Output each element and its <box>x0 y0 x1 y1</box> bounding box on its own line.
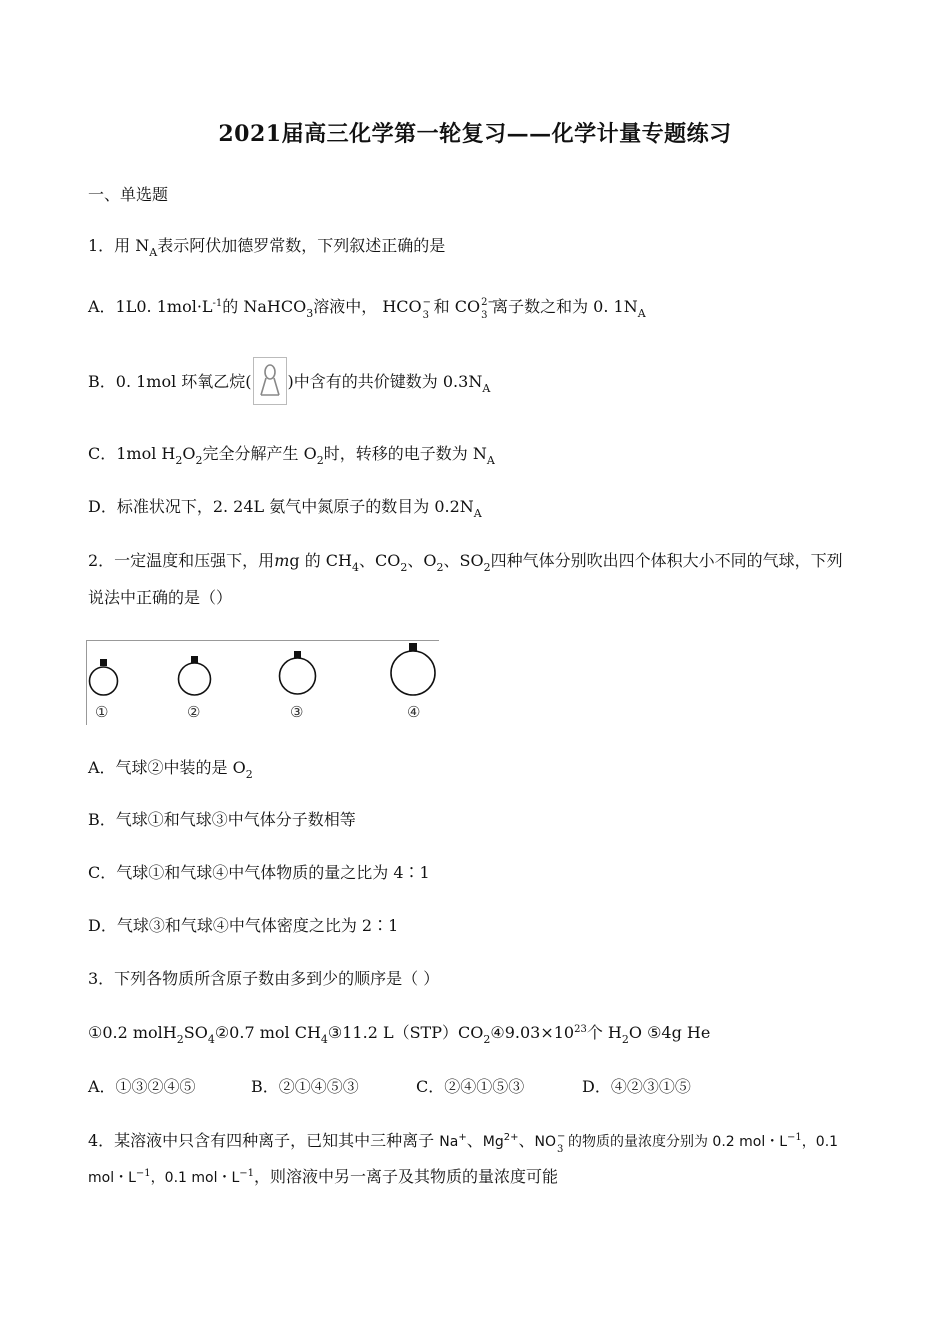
balloon-figure <box>86 640 439 725</box>
question-4-stem-line1: 4．某溶液中只含有四种离子，已知其中三种离子 Na+、$Mg^{2+}$、NO − 3 的物质的量浓度分别为 0.2 mol・$L^{-1}$，0.1 <box>88 1131 839 1155</box>
balloon-label-2: ② <box>187 703 201 721</box>
q2-option-c: C．气球①和气球④中气体物质的量之比为 4∶1 <box>88 863 430 882</box>
q3-items: ①0.2 $molH_2SO_4②0.7$ mol $CH_4③11.2$ $L(STP)CO_2④9.03\times 10^{23}$个 $H_2O$ ⑤4g He <box>88 1023 711 1046</box>
question-2-stem-line2: 说法中正确的是（） <box>88 588 233 607</box>
balloon-label-4: ④ <box>407 703 421 721</box>
page-title: 2021届高三化学第一轮复习——化学计量专题练习 <box>218 121 732 147</box>
q2-option-d: D．气球③和气球④中气体密度之比为 2∶1 <box>88 916 399 935</box>
q3-options <box>88 1076 691 1098</box>
q2-option-a: A．气球②中装的是 $O_2$ <box>88 758 253 781</box>
q3-option-b: B．②①④⑤③ <box>251 1077 359 1096</box>
question-1-stem: 1．用 $N_A$表示阿伏加德罗常数，下列叙述正确的是 <box>88 236 446 259</box>
balloon-label-1: ① <box>95 703 109 721</box>
q3-option-c: C．②④①⑤③ <box>416 1077 525 1096</box>
balloon-label-3: ③ <box>290 703 304 721</box>
q3-option-d: D．④②③①⑤ <box>582 1077 691 1096</box>
ethylene-oxide-structure-image <box>253 357 287 405</box>
q1-option-c: C．1mol $H_2O_2$完全分解产生 $O_2$时，转移的电子数为 $N_A$ <box>88 444 495 467</box>
q2-option-b: B．气球①和气球③中气体分子数相等 <box>88 810 356 829</box>
q1-option-b: B．0. 1mol 环氧乙烷( )中含有的共价键数为 $0.3N_A$ <box>88 357 490 409</box>
question-2-stem-line1: 2．一定温度和压强下，用mg 的 $CH_4$、$CO_2$、$O_2$、$SO_2$四种气体分别吹出四个体积大小不同的气球，下列 <box>88 551 843 574</box>
q1-option-d: D．标准状况下，2. 24L 氨气中氮原子的数目为 $0.2N_A$ <box>88 497 482 520</box>
question-3-stem: 3．下列各物质所含原子数由多到少的顺序是（ ） <box>88 969 440 988</box>
section-heading: 一、单选题 <box>88 185 169 204</box>
q3-option-a: A．①③②④⑤ <box>88 1077 196 1096</box>
q1-option-a: A．1L0. $1mol\cdot L^{-1}$的 NaHCO$_3$溶液中， HCO − 3 和 CO 2− 3 离子数之和为 0. $1N_A$ <box>88 297 646 321</box>
question-4-stem-line2: mol・$L^{-1}$，0.1 mol・$L^{-1}$，则溶液中另一离子及其物质的量浓度可能 <box>88 1167 559 1186</box>
